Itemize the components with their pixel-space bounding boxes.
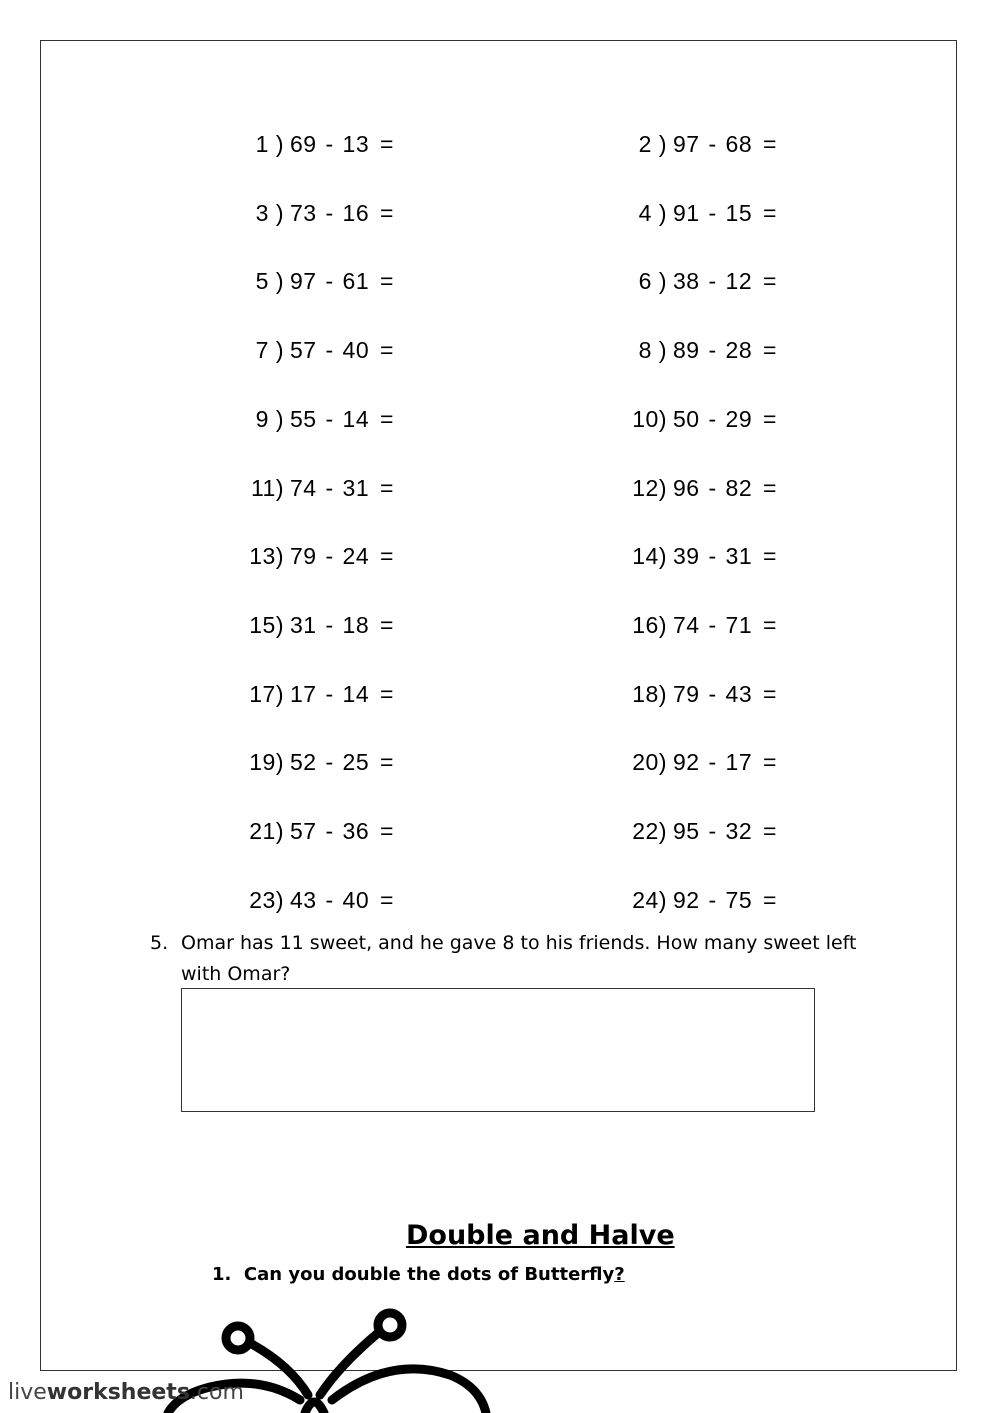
problem-expression: 92 - 75: [673, 886, 753, 913]
problem-expression: 31 - 18: [290, 611, 370, 638]
problem-number: 1 ): [255, 131, 284, 157]
problem-equals: =: [763, 131, 777, 157]
problem-equals: =: [763, 886, 777, 913]
problem-number: 7 ): [255, 337, 284, 364]
problem-24: [615, 886, 777, 917]
problem-number: 9 ): [255, 405, 284, 432]
problem-8: [615, 337, 777, 367]
problem-14: [615, 543, 777, 573]
problem-12: [615, 474, 777, 505]
liveworksheets-logo[interactable]: [8, 1380, 244, 1405]
question-number: 1.: [212, 1264, 232, 1285]
problem-6: [615, 268, 777, 298]
butterfly-antenna-tip-left: [226, 1326, 250, 1350]
problem-number: 6 ): [638, 268, 667, 295]
problem-13: [232, 543, 394, 573]
problem-21: [232, 818, 394, 848]
problem-22: [615, 818, 777, 848]
problem-23: [232, 886, 394, 917]
problem-equals: =: [380, 131, 394, 157]
problem-expression: 96 - 82: [673, 474, 753, 501]
problem-16: [615, 611, 777, 642]
problem-expression: 17 - 14: [290, 680, 370, 707]
section-title: Double and Halve: [406, 1220, 675, 1251]
problem-equals: =: [380, 199, 394, 226]
butterfly-question: [212, 1264, 625, 1285]
problem-number: 13): [249, 543, 284, 570]
problem-number: 3 ): [255, 199, 284, 226]
logo-worksheets: worksheets: [46, 1380, 190, 1405]
page-border: [40, 40, 957, 1371]
problem-equals: =: [380, 405, 394, 432]
problem-number: 16): [632, 611, 667, 638]
logo-suffix: .com: [189, 1380, 244, 1405]
problem-number: 19): [249, 749, 284, 776]
problem-2: [615, 131, 777, 161]
word-problem-text: Omar has 11 sweet, and he gave 8 to his friends. How many sweet left with Omar?: [181, 932, 857, 985]
answer-box[interactable]: [181, 988, 815, 1112]
problem-expression: 39 - 31: [673, 543, 753, 570]
problem-number: 4 ): [638, 199, 667, 226]
question-text: Can you double the dots of Butterfly: [243, 1264, 615, 1285]
problem-number: 14): [632, 543, 667, 570]
problem-equals: =: [763, 268, 777, 295]
problem-number: 18): [632, 680, 667, 707]
problem-number: 12): [632, 474, 667, 501]
word-problem: [150, 928, 870, 990]
problem-equals: =: [380, 543, 394, 570]
problem-11: [232, 474, 394, 505]
problem-equals: =: [380, 680, 394, 707]
problem-number: 23): [249, 886, 284, 913]
problem-expression: 89 - 28: [673, 337, 753, 364]
problem-number: 20): [632, 749, 667, 776]
problem-expression: 52 - 25: [290, 749, 370, 776]
problem-equals: =: [380, 886, 394, 913]
problem-number: 17): [249, 680, 284, 707]
problem-equals: =: [763, 199, 777, 226]
problem-number: 15): [249, 611, 284, 638]
problem-expression: 92 - 17: [673, 749, 753, 776]
problem-5: [232, 268, 394, 298]
problem-equals: =: [763, 749, 777, 776]
problem-expression: 74 - 71: [673, 611, 753, 638]
problem-expression: 73 - 16: [290, 199, 370, 226]
problem-equals: =: [380, 337, 394, 364]
word-problem-number: 5.: [150, 932, 169, 954]
problem-equals: =: [763, 474, 777, 501]
problem-15: [232, 611, 394, 642]
problem-number: 8 ): [638, 337, 667, 364]
problem-expression: 79 - 24: [290, 543, 370, 570]
problem-expression: 38 - 12: [673, 268, 753, 295]
problem-number: 22): [632, 818, 667, 844]
problem-number: 5 ): [255, 268, 284, 295]
problem-expression: 57 - 36: [290, 818, 370, 844]
problem-equals: =: [380, 474, 394, 501]
problem-equals: =: [380, 611, 394, 638]
problem-expression: 95 - 32: [673, 818, 753, 844]
problem-19: [232, 749, 394, 779]
problem-equals: =: [763, 611, 777, 638]
problem-expression: 97 - 68: [673, 131, 753, 157]
problem-17: [232, 680, 394, 711]
problem-equals: =: [763, 543, 777, 570]
problem-number: 10): [632, 405, 667, 432]
problem-9: [232, 405, 394, 436]
problem-equals: =: [763, 818, 777, 844]
question-mark: ?: [614, 1264, 625, 1285]
butterfly-wing-right: [332, 1369, 486, 1413]
problem-number: 24): [632, 886, 667, 913]
problem-number: 21): [249, 818, 284, 844]
problem-equals: =: [763, 680, 777, 707]
problem-1: [232, 131, 394, 161]
problem-expression: 97 - 61: [290, 268, 370, 295]
problem-7: [232, 337, 394, 367]
problem-number: 2 ): [638, 131, 667, 157]
problem-3: [232, 199, 394, 230]
problem-equals: =: [380, 749, 394, 776]
problem-expression: 69 - 13: [290, 131, 370, 157]
logo-live: live: [8, 1380, 47, 1405]
problem-expression: 50 - 29: [673, 405, 753, 432]
problem-expression: 91 - 15: [673, 199, 753, 226]
problem-number: 11): [250, 474, 284, 501]
problem-equals: =: [380, 818, 394, 844]
problem-20: [615, 749, 777, 779]
problem-18: [615, 680, 777, 711]
problem-equals: =: [763, 337, 777, 364]
problem-expression: 57 - 40: [290, 337, 370, 364]
problem-4: [615, 199, 777, 230]
problem-equals: =: [763, 405, 777, 432]
problem-expression: 74 - 31: [290, 474, 370, 501]
problem-expression: 43 - 40: [290, 886, 370, 913]
problem-10: [615, 405, 777, 436]
problem-equals: =: [380, 268, 394, 295]
butterfly-body: [305, 1402, 324, 1413]
problem-expression: 79 - 43: [673, 680, 753, 707]
problem-expression: 55 - 14: [290, 405, 370, 432]
